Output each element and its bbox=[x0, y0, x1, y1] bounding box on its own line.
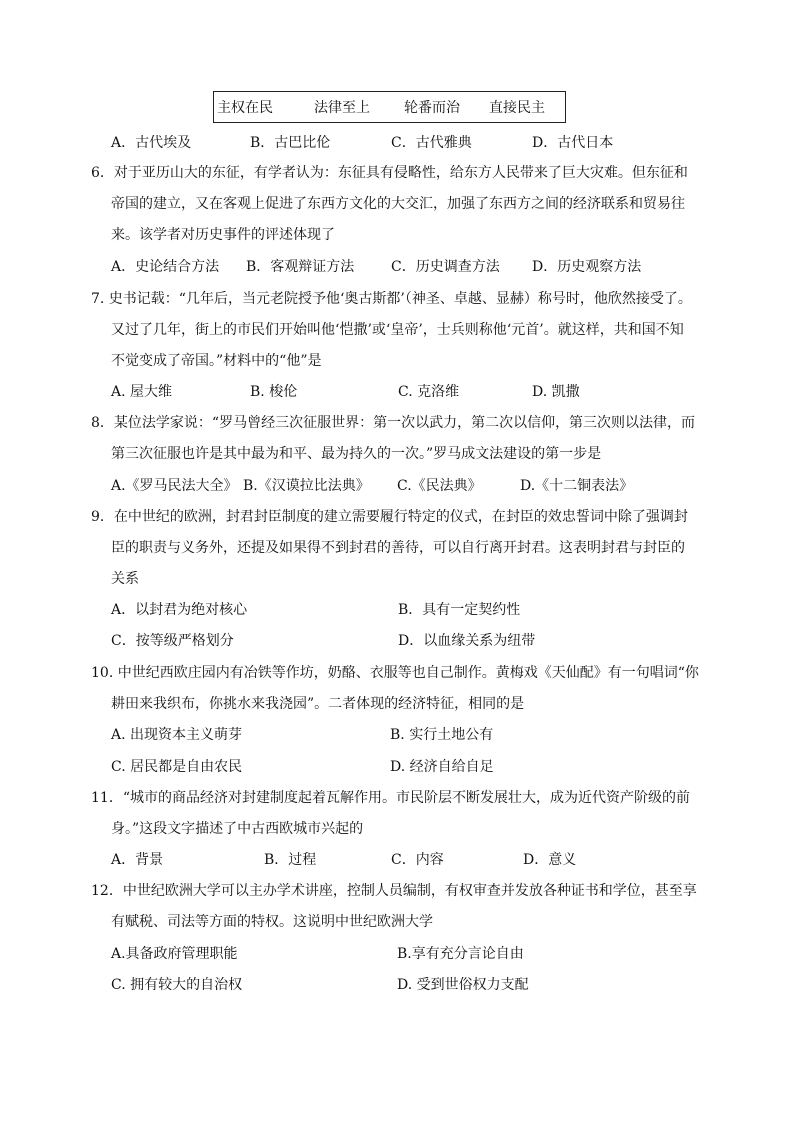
q7-stem-line: 7. 史书记载：“几年后，当元老院授予他‘奥古斯都’（神圣、卓越、显赫）称号时，他欣然接受了。 bbox=[91, 291, 692, 307]
q11-stem-line: 11．“城市的商品经济对封建制度起着瓦解作用。市民阶层不断发展壮大，成为近代资产阶级的前 bbox=[91, 790, 690, 806]
q12-option-d: D. 受到世俗权力支配 bbox=[397, 977, 529, 993]
q7-option-a: A. 屋大维 bbox=[111, 384, 173, 400]
box-item: 轮番而治 bbox=[404, 100, 460, 116]
q11-option-d: D．意义 bbox=[523, 852, 577, 868]
q8-stem-line: 第三次征服也许是其中最为和平、最为持久的一次。”罗马成文法建设的第一步是 bbox=[111, 446, 602, 462]
q9-option-a: A．以封君为绝对核心 bbox=[111, 602, 248, 618]
q11-option-b: B．过程 bbox=[264, 852, 317, 868]
q10-stem-line: 10. 中世纪西欧庄园内有冶铁等作坊，奶酪、衣服等也自己制作。黄梅戏《天仙配》有一句唱词“你 bbox=[91, 665, 699, 681]
q10-option-b: B. 实行土地公有 bbox=[390, 727, 494, 743]
q9-stem-line: 9．在中世纪的欧洲，封君封臣制度的建立需要履行特定的仪式，在封臣的效忠誓词中除了强调封 bbox=[91, 509, 688, 525]
q10-stem-line: 耕田来我织布，你挑水来我浇园”。二者体现的经济特征，相同的是 bbox=[111, 696, 525, 712]
q6-stem-line: 帝国的建立，又在客观上促进了东西方文化的大交汇，加强了东西方之间的经济联系和贸易往 bbox=[111, 196, 685, 212]
q8-option-c: C.《民法典》 bbox=[397, 478, 482, 494]
q5-option-b: B．古巴比伦 bbox=[250, 135, 331, 151]
q6-option-a: A．史论结合方法 bbox=[111, 259, 220, 275]
q10-option-d: D. 经济自给自足 bbox=[390, 759, 494, 775]
q6-option-b: B．客观辩证方法 bbox=[246, 259, 355, 275]
q12-stem-line: 有赋税、司法等方面的特权。这说明中世纪欧洲大学 bbox=[111, 914, 433, 930]
q6-stem-line: 来。该学者对历史事件的评述体现了 bbox=[111, 227, 335, 243]
q10-option-c: C. 居民都是自由农民 bbox=[111, 759, 243, 775]
q12-option-c: C. 拥有较大的自治权 bbox=[111, 977, 243, 993]
box-item: 主权在民 bbox=[217, 100, 273, 116]
q9-option-d: D．以血缘关系为纽带 bbox=[398, 633, 536, 649]
q6-option-d: D．历史观察方法 bbox=[532, 259, 642, 275]
q5-option-c: C．古代雅典 bbox=[391, 135, 472, 151]
concept-box bbox=[213, 91, 566, 123]
q9-option-b: B．具有一定契约性 bbox=[398, 602, 521, 618]
q12-option-a: A.具备政府管理职能 bbox=[111, 946, 238, 962]
q9-stem-line: 臣的职责与义务外，还提及如果得不到封君的善待，可以自行离开封君。这表明封君与封臣的 bbox=[111, 540, 685, 556]
q6-stem-line: 6．对于亚历山大的东征，有学者认为：东征具有侵略性，给东方人民带来了巨大灾难。但东征和 bbox=[91, 165, 688, 181]
q9-stem-line: 关系 bbox=[111, 571, 139, 587]
q12-option-b: B.享有充分言论自由 bbox=[397, 946, 524, 962]
q11-option-c: C．内容 bbox=[391, 852, 444, 868]
q11-option-a: A．背景 bbox=[111, 852, 164, 868]
q7-option-b: B. 梭伦 bbox=[250, 384, 298, 400]
q7-stem-line: 又过了几年，街上的市民们开始叫他‘恺撒’或‘皇帝’，士兵则称他‘元首’。就这样，共和国不知 bbox=[111, 322, 684, 338]
q12-stem-line: 12．中世纪欧洲大学可以主办学术讲座，控制人员编制，有权审查并发放各种证书和学位，甚至享 bbox=[91, 883, 697, 899]
q10-option-a: A. 出现资本主义萌芽 bbox=[111, 727, 243, 743]
q11-stem-line: 身。”这段文字描述了中古西欧城市兴起的 bbox=[111, 821, 364, 837]
q6-option-c: C．历史调查方法 bbox=[391, 259, 500, 275]
q8-stem-line: 8．某位法学家说：“罗马曾经三次征服世界：第一次以武力，第二次以信仰，第三次则以法律，而 bbox=[91, 415, 696, 431]
q8-option-a: A.《罗马民法大全》 bbox=[111, 478, 238, 494]
box-item: 法律至上 bbox=[314, 100, 370, 116]
q7-option-c: C. 克洛维 bbox=[398, 384, 460, 400]
q5-option-a: A．古代埃及 bbox=[111, 135, 192, 151]
q7-option-d: D. 凯撒 bbox=[532, 384, 580, 400]
q5-option-d: D．古代日本 bbox=[532, 135, 614, 151]
q9-option-c: C．按等级严格划分 bbox=[111, 633, 234, 649]
q7-stem-line: 不觉变成了帝国。”材料中的“他”是 bbox=[111, 353, 322, 369]
box-item: 直接民主 bbox=[489, 100, 545, 116]
q8-option-b: B.《汉谟拉比法典》 bbox=[243, 478, 370, 494]
q8-option-d: D.《十二铜表法》 bbox=[520, 478, 634, 494]
